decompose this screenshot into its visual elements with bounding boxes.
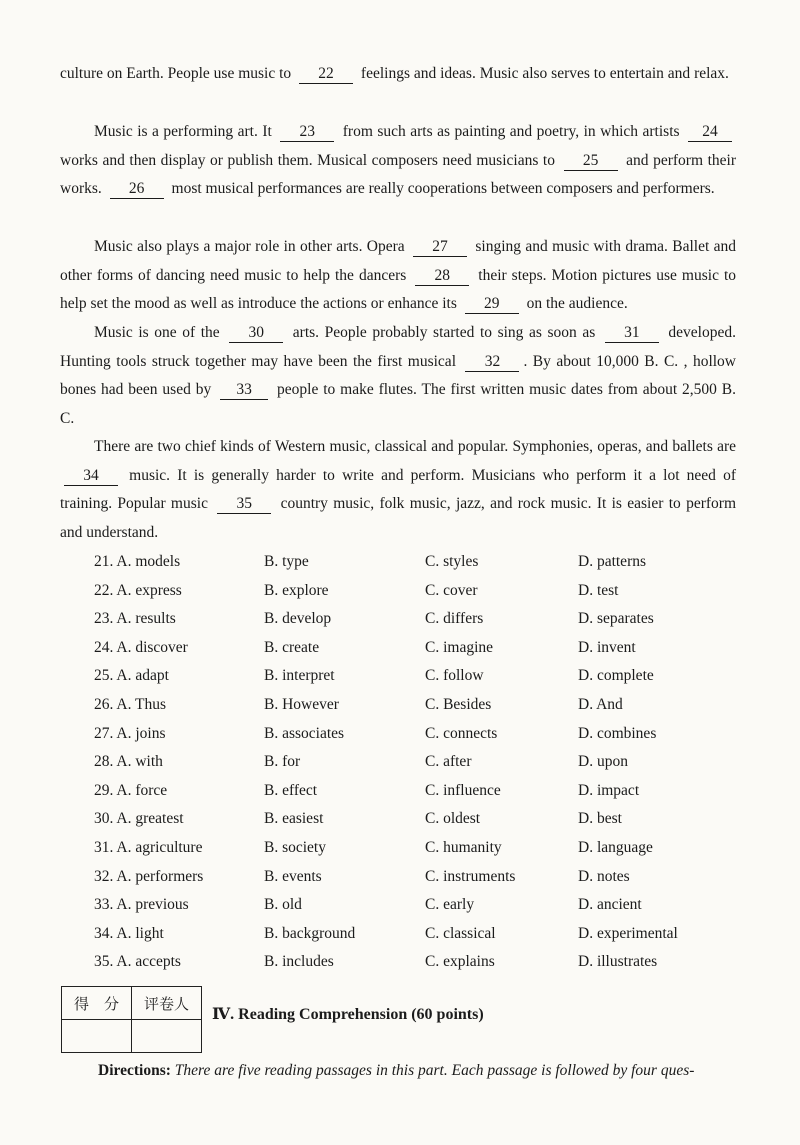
blank-34: 34 [64, 467, 118, 486]
option-a: 23. A. results [94, 610, 176, 628]
option-a: 32. A. performers [94, 867, 204, 885]
blank-33: 33 [220, 381, 268, 400]
option-d: D. And [578, 695, 623, 713]
option-c: C. instruments [425, 867, 516, 885]
blank-22: 22 [299, 65, 353, 84]
option-d: D. upon [578, 753, 628, 771]
option-b: B. associates [264, 724, 345, 742]
option-row [94, 777, 734, 806]
option-row [94, 548, 734, 577]
option-b: B. type [264, 553, 309, 570]
option-b: B. old [264, 896, 302, 914]
directions-text: There are five reading passages in this part. Each passage is followed by four ques- [174, 1062, 695, 1079]
blank-24: 24 [688, 123, 732, 142]
option-c: C. early [425, 896, 475, 914]
text: Music is a performing art. It [94, 123, 272, 140]
option-c: C. oldest [425, 810, 481, 828]
text: their steps. Motion pictures use music to help set the mood as well as introduce the actions or enhance its [60, 266, 737, 313]
option-c: C. cover [425, 581, 478, 599]
section-points: (60 points) [411, 1006, 484, 1023]
option-a: 28. A. with [94, 753, 163, 771]
blank-29: 29 [465, 295, 519, 314]
option-row [94, 948, 734, 977]
option-b: B. explore [264, 581, 329, 599]
option-c: C. influence [425, 781, 501, 799]
option-row [94, 834, 734, 863]
option-a: 31. A. agriculture [94, 838, 203, 856]
option-c: C. differs [425, 610, 484, 628]
option-d: D. impact [578, 781, 640, 799]
option-c: C. follow [425, 667, 484, 685]
text: country music, folk music, jazz, and rock music. It is easier to perform and understand. [60, 495, 736, 541]
option-row [94, 577, 734, 606]
option-row [94, 920, 734, 949]
option-d: D. ancient [578, 896, 642, 914]
text: singing and music with drama. Ballet and other forms of dancing need music to help the dancers [60, 238, 737, 284]
paragraph-2 [60, 118, 736, 204]
text: There are two chief kinds of Western music, classical and popular. Symphonies, operas, and ballets are [94, 438, 736, 455]
option-b: B. events [264, 867, 322, 885]
option-c: C. imagine [425, 638, 494, 656]
option-d: D. invent [578, 638, 636, 656]
text: Music also plays a major role in other arts. Opera [94, 238, 405, 255]
option-a: 22. A. express [94, 581, 182, 599]
option-b: B. background [264, 924, 356, 942]
option-b: B. interpret [264, 667, 335, 685]
option-row [94, 891, 734, 920]
option-d: D. patterns [578, 553, 647, 570]
blank-23: 23 [280, 123, 334, 142]
option-row [94, 662, 734, 691]
blank-35: 35 [217, 495, 271, 514]
option-b: B. However [264, 695, 339, 713]
text: music. It is generally harder to write and perform. Musicians who perform it a lot need of training. Popular music [60, 466, 737, 513]
paragraph-5 [60, 433, 736, 547]
option-b: B. effect [264, 781, 318, 799]
text: works and then display or publish them. Musical composers need musicians to [60, 151, 555, 169]
option-d: D. complete [578, 667, 654, 685]
option-row [94, 805, 734, 834]
directions [98, 1058, 743, 1084]
option-row [94, 748, 734, 777]
text: on the audience. [526, 295, 628, 313]
score-table [61, 986, 202, 1053]
text: culture on Earth. People use music to [60, 65, 292, 82]
option-b: B. for [264, 753, 301, 771]
blank-32: 32 [465, 353, 519, 372]
blank-27: 27 [413, 238, 467, 257]
section-name: Ⅳ. Reading Comprehension [212, 1006, 408, 1023]
option-d: D. combines [578, 724, 657, 742]
option-a: 25. A. adapt [94, 667, 169, 685]
option-d: D. separates [578, 610, 654, 628]
option-c: C. classical [425, 924, 496, 942]
text: feelings and ideas. Music also serves to entertain and [360, 65, 691, 82]
score-label: 得 分 [62, 987, 132, 1020]
text: arts. People probably started to sing as soon as [292, 324, 596, 341]
grader-label: 评卷人 [132, 987, 202, 1020]
option-a: 21. A. models [94, 553, 181, 570]
text: from such arts as painting and poetry, in which artists [342, 123, 680, 140]
text: and perform their works. [60, 151, 737, 198]
option-d: D. notes [578, 867, 630, 885]
option-row [94, 720, 734, 749]
option-c: C. connects [425, 724, 498, 742]
option-b: B. includes [264, 953, 334, 971]
paragraph-3 [60, 233, 736, 319]
text: most musical performances are really cooperations between composers and performers. [171, 180, 715, 198]
option-c: C. after [425, 753, 472, 771]
score-cell [62, 1020, 132, 1053]
option-c: C. styles [425, 553, 479, 570]
option-d: D. experimental [578, 924, 678, 942]
option-a: 24. A. discover [94, 638, 188, 656]
paragraph-4 [60, 319, 736, 433]
option-row [94, 691, 734, 720]
text: people to make flutes. The first written music dates from about 2,500 B. C. [60, 381, 737, 427]
paragraph-1 [60, 60, 736, 89]
option-c: C. explains [425, 953, 495, 971]
blank-28: 28 [415, 267, 469, 286]
option-row [94, 634, 734, 663]
option-b: B. create [264, 638, 320, 656]
text: relax. [694, 65, 729, 82]
option-a: 27. A. joins [94, 724, 166, 742]
grader-cell [132, 1020, 202, 1053]
blank-26: 26 [110, 180, 164, 199]
option-c: C. Besides [425, 695, 492, 713]
option-b: B. society [264, 838, 326, 856]
option-b: B. develop [264, 610, 332, 628]
blank-25: 25 [564, 152, 618, 171]
option-row [94, 863, 734, 892]
option-a: 29. A. force [94, 781, 168, 799]
blank-30: 30 [229, 324, 283, 343]
text: developed. Hunting tools struck together may have been the first musical [60, 324, 736, 370]
option-d: D. illustrates [578, 953, 658, 971]
text: Music is one of the [94, 324, 220, 341]
option-a: 33. A. previous [94, 896, 189, 914]
option-a: 30. A. greatest [94, 810, 184, 828]
blank-31: 31 [605, 324, 659, 343]
option-d: D. test [578, 581, 619, 599]
options-list [94, 548, 734, 977]
option-a: 35. A. accepts [94, 953, 181, 971]
text: . By about 10,000 B. C. , hollow bones had been used by [60, 352, 736, 399]
option-a: 34. A. light [94, 924, 164, 942]
option-b: B. easiest [264, 810, 324, 828]
option-c: C. humanity [425, 838, 502, 856]
option-a: 26. A. Thus [94, 695, 167, 713]
option-d: D. language [578, 838, 653, 856]
option-row [94, 605, 734, 634]
option-d: D. best [578, 810, 622, 828]
directions-label: Directions: [98, 1062, 171, 1079]
section-title [212, 1004, 484, 1024]
